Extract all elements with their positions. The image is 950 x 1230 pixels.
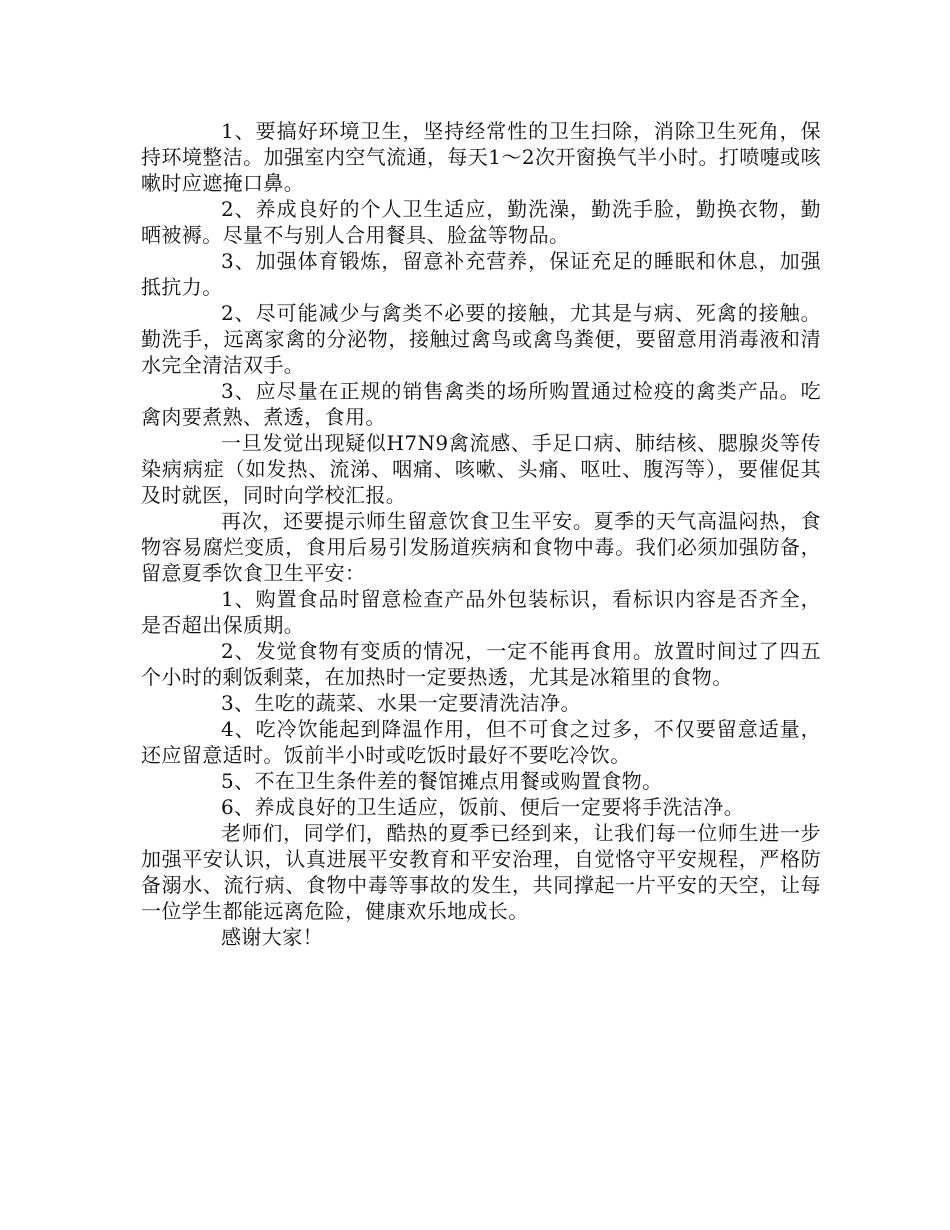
paragraph-food-labels: 1、购置食品时留意检查产品外包装标识，看标识内容是否齐全，是否超出保质期。	[141, 587, 821, 637]
paragraph-spoiled-food: 2、发觉食物有变质的情况，一定不能再食用。放置时间过了四五个小时的剩饭剩菜，在加热时一定要热透，尤其是冰箱里的食物。	[141, 639, 821, 689]
paragraph-cold-drinks: 4、吃冷饮能起到降温作用，但不可食之过多，不仅要留意适量，还应留意适时。饭前半小时或吃饭时最好不要吃冷饮。	[141, 717, 821, 767]
paragraph-thanks: 感谢大家！	[221, 925, 323, 949]
paragraph-poultry-contact: 2、尽可能减少与禽类不必要的接触，尤其是与病、死禽的接触。勤洗手，远离家禽的分泌物，接触过禽鸟或禽鸟粪便，要留意用消毒液和清水完全清洁双手。	[141, 301, 821, 377]
paragraph-handwashing: 6、养成良好的卫生适应，饭前、便后一定要将手洗洁净。	[221, 795, 745, 819]
paragraph-wash-produce: 3、生吃的蔬菜、水果一定要清洗洁净。	[221, 691, 581, 715]
document-body	[141, 118, 821, 950]
paragraph-restaurants: 5、不在卫生条件差的餐馆摊点用餐或购置食物。	[221, 769, 663, 793]
paragraph-poultry-products: 3、应尽量在正规的销售禽类的场所购置通过检疫的禽类产品。吃禽肉要煮熟、煮透，食用。	[141, 379, 821, 429]
paragraph-disease-reporting: 一旦发觉出现疑似H7N9禽流感、手足口病、肺结核、腮腺炎等传染病病症（如发热、流涕、咽痛、咳嗽、头痛、呕吐、腹泻等），要催促其及时就医，同时向学校汇报。	[141, 431, 821, 507]
paragraph-food-safety-intro: 再次，还要提示师生留意饮食卫生平安。夏季的天气高温闷热，食物容易腐烂变质，食用后易引发肠道疾病和食物中毒。我们必须加强防备，留意夏季饮食卫生平安：	[141, 509, 821, 585]
paragraph-hygiene-environment: 1、要搞好环境卫生，坚持经常性的卫生扫除，消除卫生死角，保持环境整洁。加强室内空气流通，每天1～2次开窗换气半小时。打喷嚏或咳嗽时应遮掩口鼻。	[141, 119, 821, 195]
paragraph-personal-habits: 2、养成良好的个人卫生适应，勤洗澡，勤洗手脸，勤换衣物，勤晒被褥。尽量不与别人合用餐具、脸盆等物品。	[141, 197, 821, 247]
paragraph-exercise-nutrition: 3、加强体育锻炼，留意补充营养，保证充足的睡眠和休息，加强抵抗力。	[141, 249, 821, 299]
paragraph-closing-appeal: 老师们，同学们，酷热的夏季已经到来，让我们每一位师生进一步加强平安认识，认真进展平安教育和平安治理，自觉恪守平安规程，严格防备溺水、流行病、食物中毒等事故的发生，共同撑起一片平安的天空，让每一位学生都能远离危险，健康欢乐地成长。	[141, 821, 821, 923]
